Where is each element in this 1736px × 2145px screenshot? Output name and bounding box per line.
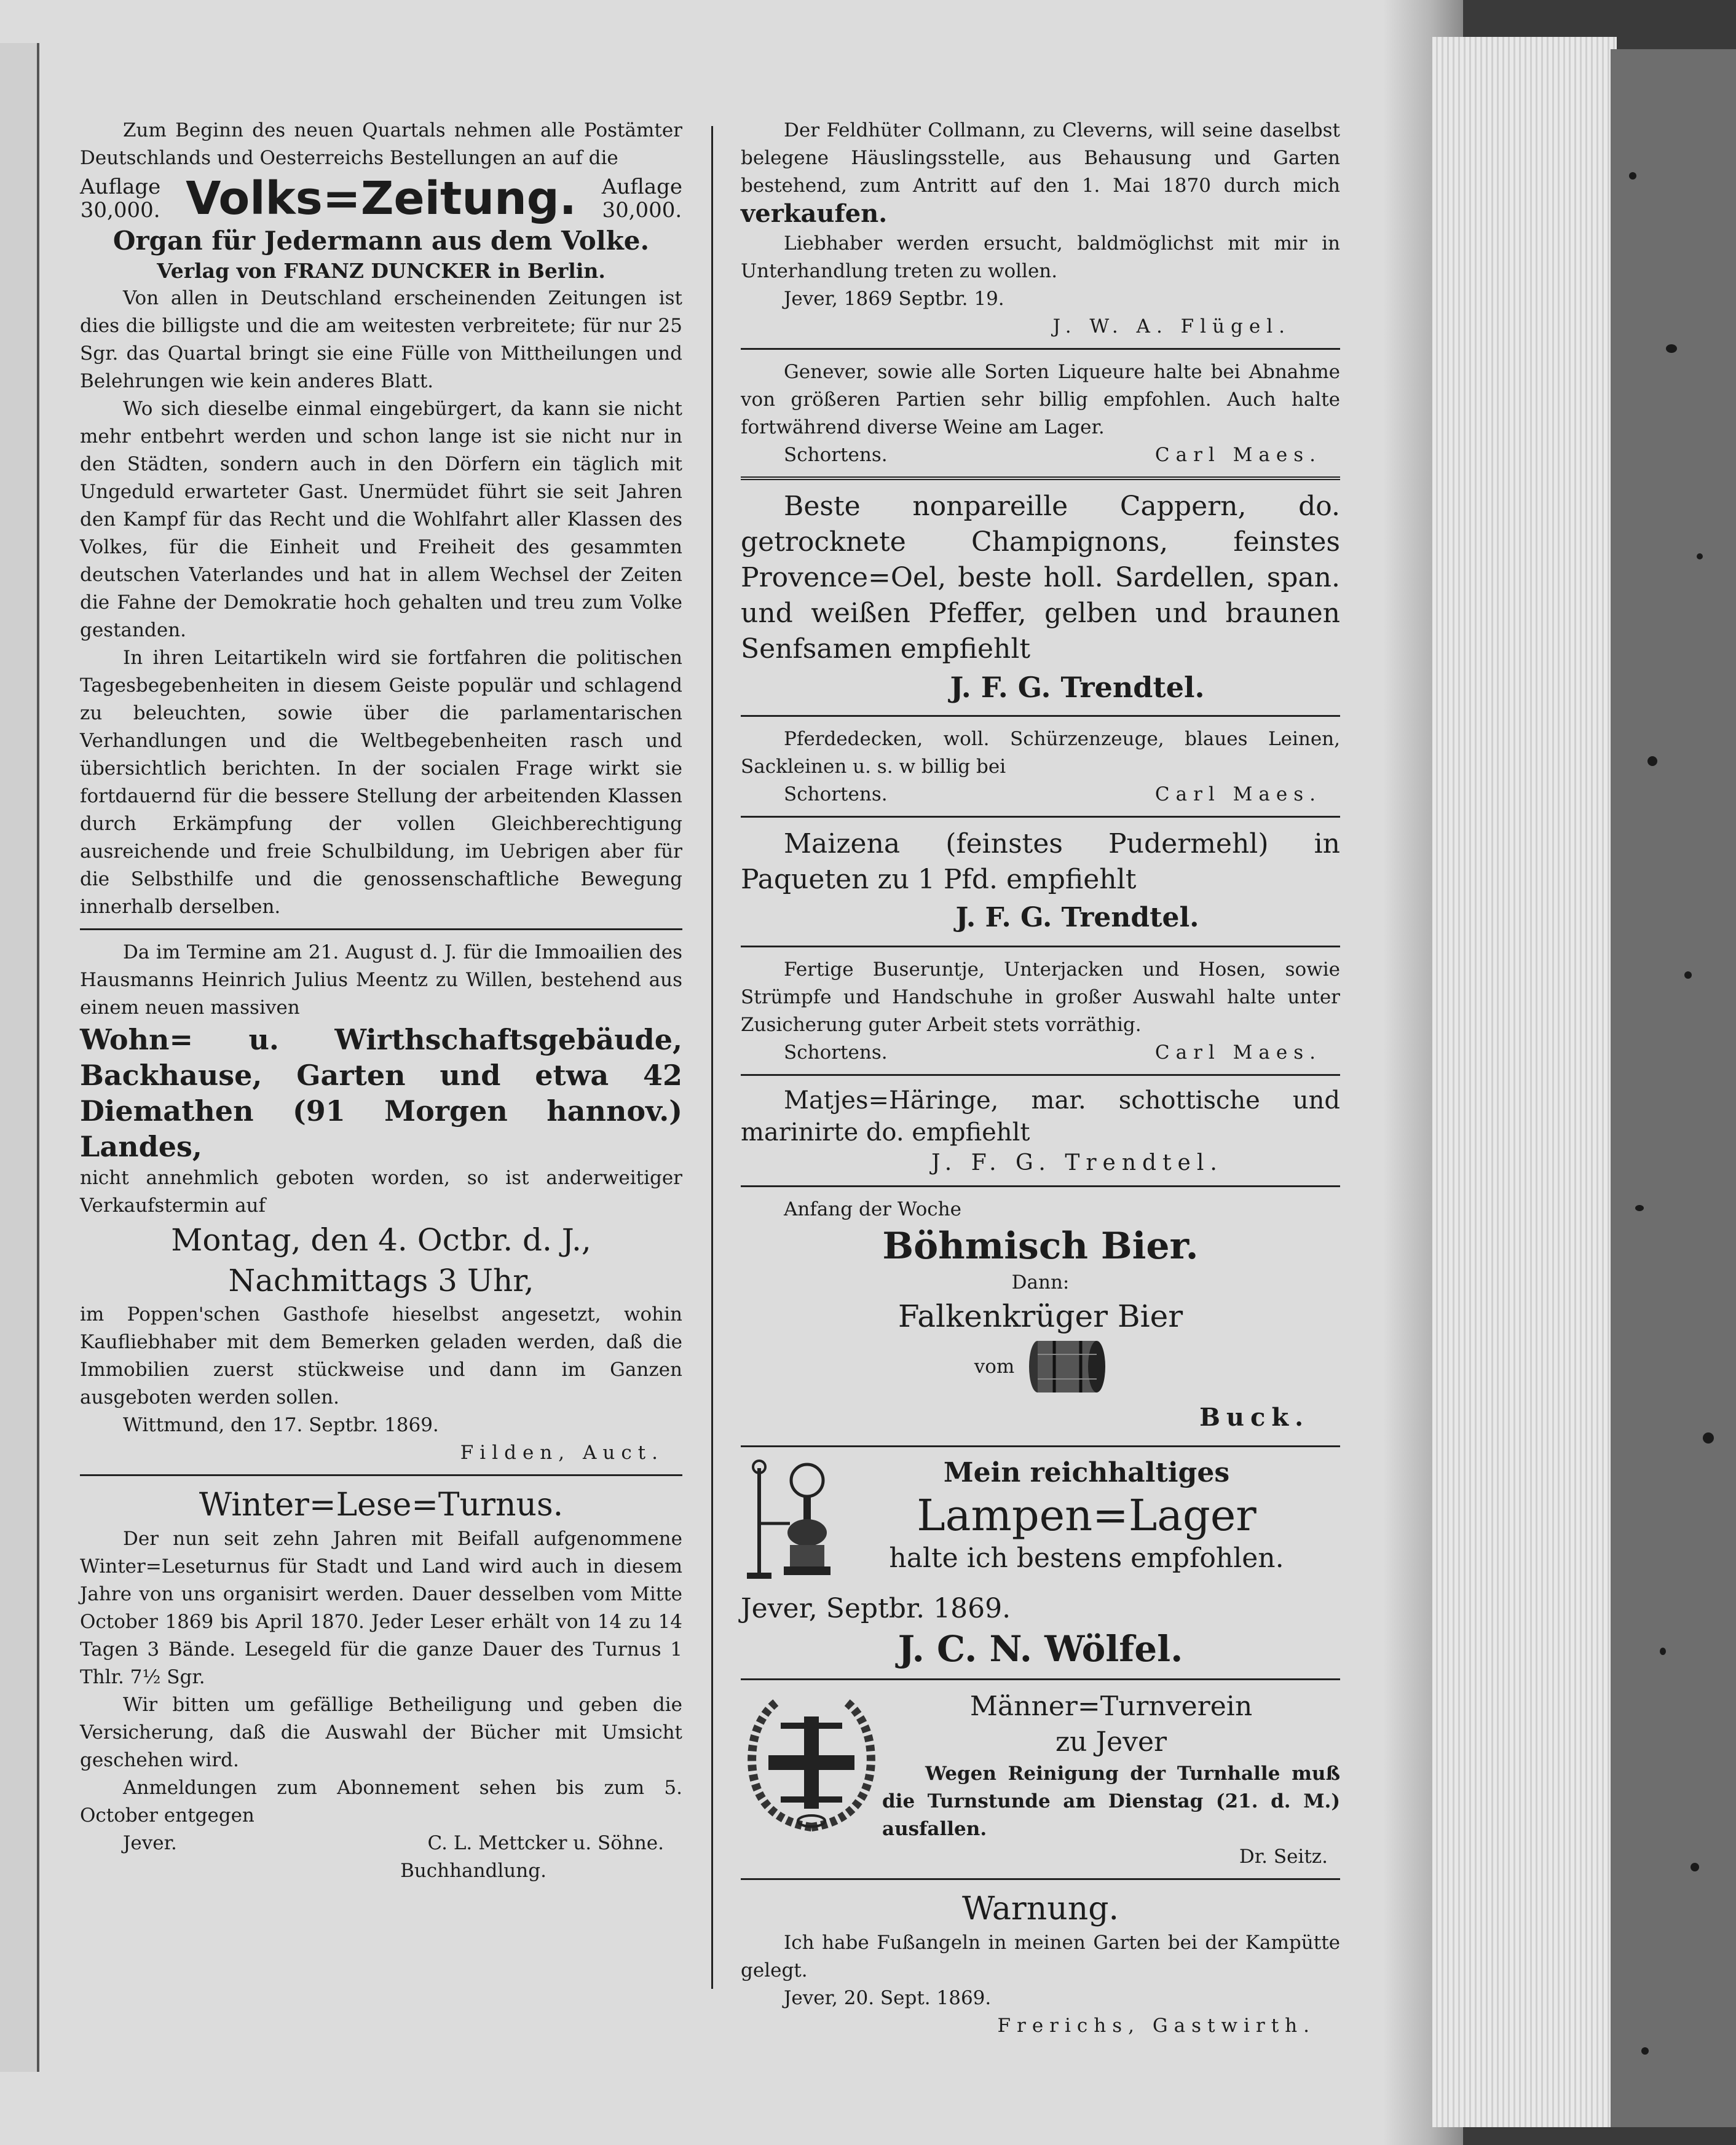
- ad-collmann: [741, 117, 1340, 341]
- divider: [741, 946, 1340, 947]
- ad-warnung: [741, 1889, 1340, 2040]
- vz-publisher: Verlag von FRANZ DUNCKER in Berlin.: [157, 259, 606, 283]
- ad9-signature: J. C. N. Wölfel.: [898, 1628, 1183, 1670]
- vz-title: Volks=Zeitung.: [186, 172, 577, 225]
- ad-pferdedecken: [741, 725, 1340, 808]
- vz-auflage-left: Auflage 30,000.: [80, 175, 161, 223]
- book-cover-edge: [1611, 49, 1736, 2127]
- divider: [741, 476, 1340, 480]
- ad10-body: [882, 1689, 1340, 1871]
- ad8-vom-row: vom: [741, 1336, 1340, 1397]
- ad-volks-zeitung: [80, 117, 682, 921]
- divider: [741, 1878, 1340, 1880]
- ad-maizena: [741, 826, 1340, 938]
- auction-signature: Filden, Auct.: [460, 1442, 664, 1464]
- ad5-text: Maizena (feinstes Pudermehl) in Paqueten zu 1 Pfd. empfiehlt: [741, 828, 1340, 895]
- auction-text-1: Da im Termine am 21. August d. J. für die Immoailien des Hausmanns Heinrich Julius Meentz zu Willen, bestehend aus einem neuen massiven: [80, 941, 682, 1019]
- divider: [741, 816, 1340, 818]
- right-column: [741, 117, 1340, 2046]
- ad10-title: Männer=Turnverein: [969, 1691, 1253, 1722]
- ad7-text: Matjes=Häringe, mar. schottische und marinirte do. empfiehlt: [741, 1086, 1340, 1147]
- ad9-place: Jever, Septbr. 1869.: [741, 1593, 1011, 1624]
- vz-subtitle: Organ für Jedermann aus dem Volke.: [112, 226, 650, 256]
- vz-auflage-right: Auflage 30,000.: [601, 175, 682, 223]
- ad5-signature: J. F. G. Trendtel.: [955, 902, 1199, 933]
- ad-lampen: [741, 1456, 1340, 1585]
- ad9-title: Lampen=Lager: [917, 1490, 1257, 1541]
- wlt-paragraph-1: Der nun seit zehn Jahren mit Beifall aufgenommene Winter=Leseturnus für Stadt und Land wird auch in diesem Jahre von uns organisirt werden. Dauer desselben vom Mitte October 1869 bis April 1870. Jeder Leser erhält von 14 zu 14 Tagen 3 Bände. Lesegeld für die ganze Dauer des Turnus 1 Thlr. 7½ Sgr.: [80, 1528, 682, 1688]
- auction-text-3: im Poppen'schen Gasthofe hieselbst angesetzt, wohin Kaufliebhaber mit dem Bemerken geladen werden, daß die Immobilien zuerst stückweise und dann im Ganzen ausgeboten werden sollen.: [80, 1303, 682, 1408]
- ad10-subtitle: zu Jever: [1055, 1726, 1167, 1758]
- vz-intro: Zum Beginn des neuen Quartals nehmen alle Postämter Deutschlands und Oesterreichs Bestellungen an auf die: [80, 119, 682, 169]
- ad8-title: Böhmisch Bier.: [882, 1225, 1199, 1268]
- oil-lamp-icon: [741, 1456, 833, 1585]
- divider: [741, 348, 1340, 350]
- ad1-text: Der Feldhüter Collmann, zu Cleverns, will seine daselbst belegene Häuslingsstelle, aus Behausung und Garten bestehend, zum Antritt auf den 1. Mai 1870 durch mich: [741, 119, 1340, 197]
- ad2-text: Genever, sowie alle Sorten Liqueure halte bei Abnahme von größeren Partien sehr billig empfohlen. Auch halte fortwährend diverse Weine am Lager.: [741, 361, 1340, 438]
- ad8-signature: Buck.: [1199, 1403, 1309, 1432]
- ad1-bold: verkaufen.: [741, 199, 888, 228]
- ad3-signature: J. F. G. Trendtel.: [950, 671, 1205, 704]
- ad-bier: [741, 1196, 1340, 1438]
- ad-genever: [741, 358, 1340, 469]
- wlt-paragraph-2: Wir bitten um gefällige Betheiligung und geben die Versicherung, daß die Auswahl der Bücher mit Umsicht geschehen wird.: [80, 1694, 682, 1771]
- previous-page-edge: [0, 43, 39, 2072]
- divider: [741, 1074, 1340, 1076]
- wlt-paragraph-3: Anmeldungen zum Abonnement sehen bis zum 5. October entgegen: [80, 1777, 682, 1827]
- ad-buseruntje: [741, 956, 1340, 1067]
- column-divider: [711, 126, 713, 1989]
- vz-masthead: [80, 172, 682, 225]
- ad9-line-2: halte ich bestens empfohlen.: [889, 1543, 1284, 1574]
- ad8-intro: Anfang der Woche: [784, 1198, 961, 1220]
- left-column: [80, 117, 682, 1891]
- ad9-body: [833, 1456, 1340, 1576]
- auction-property: Wohn= u. Wirthschaftsgebäude, Backhause, Garten und etwa 42 Diemathen (91 Morgen hannov.) Landes,: [80, 1023, 682, 1163]
- wlt-title: Winter=Lese=Turnus.: [199, 1487, 564, 1523]
- ad2-signature-row: Schortens. Carl Maes.: [784, 444, 1322, 466]
- ad4-text: Pferdedecken, woll. Schürzenzeuge, blaues Leinen, Sackleinen u. s. w billig bei: [741, 728, 1340, 778]
- ad-winter-lese-turnus: [80, 1485, 682, 1885]
- ad-matjes: [741, 1084, 1340, 1178]
- divider: [741, 1678, 1340, 1680]
- vz-paragraph-1: Von allen in Deutschland erscheinenden Zeitungen ist dies die billigste und die am weitesten verbreitete; für nur 25 Sgr. das Quartal bringt sie eine Fülle von Mittheilungen und Belehrungen wie kein anderes Blatt.: [80, 287, 682, 392]
- vz-paragraph-3: In ihren Leitartikeln wird sie fortfahren die politischen Tagesbegebenheiten in diesem Geiste populär und schlagend zu beleuchten, sowie über die parlamentarischen Verhandlungen und die Weltbegebenheiten rasch und übersichtlich berichten. In der socialen Frage wirkt sie fortdauernd für die bessere Stellung der arbeitenden Klassen durch Erkämpfung der vollen Gleichberechtigung ausreichende und freie Schulbildung, im Uebrigen aber für die Selbsthilfe und die genossenschaftliche Bewegung innerhalb derselben.: [80, 647, 682, 918]
- auction-text-2: nicht annehmlich geboten worden, so ist anderweitiger Verkaufstermin auf: [80, 1167, 682, 1217]
- divider: [741, 715, 1340, 717]
- ad10-signature: Dr. Seitz.: [1239, 1846, 1328, 1868]
- divider: [741, 1185, 1340, 1187]
- ad11-title: Warnung.: [961, 1890, 1119, 1927]
- turnverein-emblem-icon: [741, 1689, 882, 1836]
- ad9-line-1: Mein reichhaltiges: [943, 1457, 1230, 1488]
- ad6-text: Fertige Buseruntje, Unterjacken und Hosen, sowie Strümpfe und Handschuhe in großer Auswahl halte unter Zusicherung guter Arbeit stets vorräthig.: [741, 958, 1340, 1036]
- ad8-title-2: Falkenkrüger Bier: [898, 1298, 1183, 1334]
- beer-barrel-icon: [1027, 1336, 1107, 1397]
- divider: [80, 1474, 682, 1476]
- ad-auction: [80, 939, 682, 1467]
- vz-paragraph-2: Wo sich dieselbe einmal eingebürgert, da kann sie nicht mehr entbehrt werden und schon lange ist sie nicht nur in den Städten, sondern auch in den Dörfern ein täglich mit Ungeduld erwarteter Gast. Unermüdet führt sie seit Jahren den Kampf für das Recht und die Wohlfahrt aller Klassen des Volkes, für die Einheit und Freiheit des gesammten deutschen Vaterlandes und hat in allem Wechsel der Zeiten die Fahne der Demokratie hoch gehalten und treu zum Volke gestanden.: [80, 398, 682, 641]
- ad11-signature: Frerichs, Gastwirth.: [997, 2015, 1316, 2037]
- auction-date: Montag, den 4. Octbr. d. J.,: [171, 1222, 591, 1258]
- ad11-place: Jever, 20. Sept. 1869.: [784, 1987, 992, 2009]
- divider: [80, 928, 682, 930]
- auction-time: Nachmittags 3 Uhr,: [228, 1263, 534, 1298]
- wlt-signature-2: Buchhandlung.: [400, 1860, 546, 1882]
- ad1-text-2: Liebhaber werden ersucht, baldmöglichst mit mir in Unterhandlung treten zu wollen.: [741, 232, 1340, 282]
- divider: [741, 1445, 1340, 1447]
- ad3-text: Beste nonpareille Cappern, do. getrocknete Champignons, feinstes Provence=Oel, beste holl. Sardellen, span. und weißen Pfeffer, gelben und braunen Senfsamen empfiehlt: [741, 491, 1340, 665]
- book-page-edges: [1432, 37, 1617, 2127]
- ad1-signature: J. W. A. Flügel.: [1052, 315, 1291, 338]
- ad-turnverein: [741, 1689, 1340, 1871]
- ad4-signature-row: Schortens. Carl Maes.: [784, 783, 1322, 805]
- wlt-signature-row: Jever. C. L. Mettcker u. Söhne.: [123, 1832, 664, 1854]
- ad1-place: Jever, 1869 Septbr. 19.: [784, 288, 1004, 310]
- auction-place-date: Wittmund, den 17. Septbr. 1869.: [123, 1414, 439, 1436]
- ad11-text: Ich habe Fußangeln in meinen Garten bei der Kampütte gelegt.: [741, 1932, 1340, 1981]
- ad7-signature: J. F. G. Trendtel.: [931, 1150, 1223, 1175]
- ad10-text: Wegen Reinigung der Turnhalle muß die Turnstunde am Dienstag (21. d. M.) ausfallen.: [882, 1763, 1340, 1840]
- ad8-dann: Dann:: [1011, 1271, 1070, 1294]
- ad6-signature-row: Schortens. Carl Maes.: [784, 1041, 1322, 1064]
- ad-cappern: [741, 489, 1340, 708]
